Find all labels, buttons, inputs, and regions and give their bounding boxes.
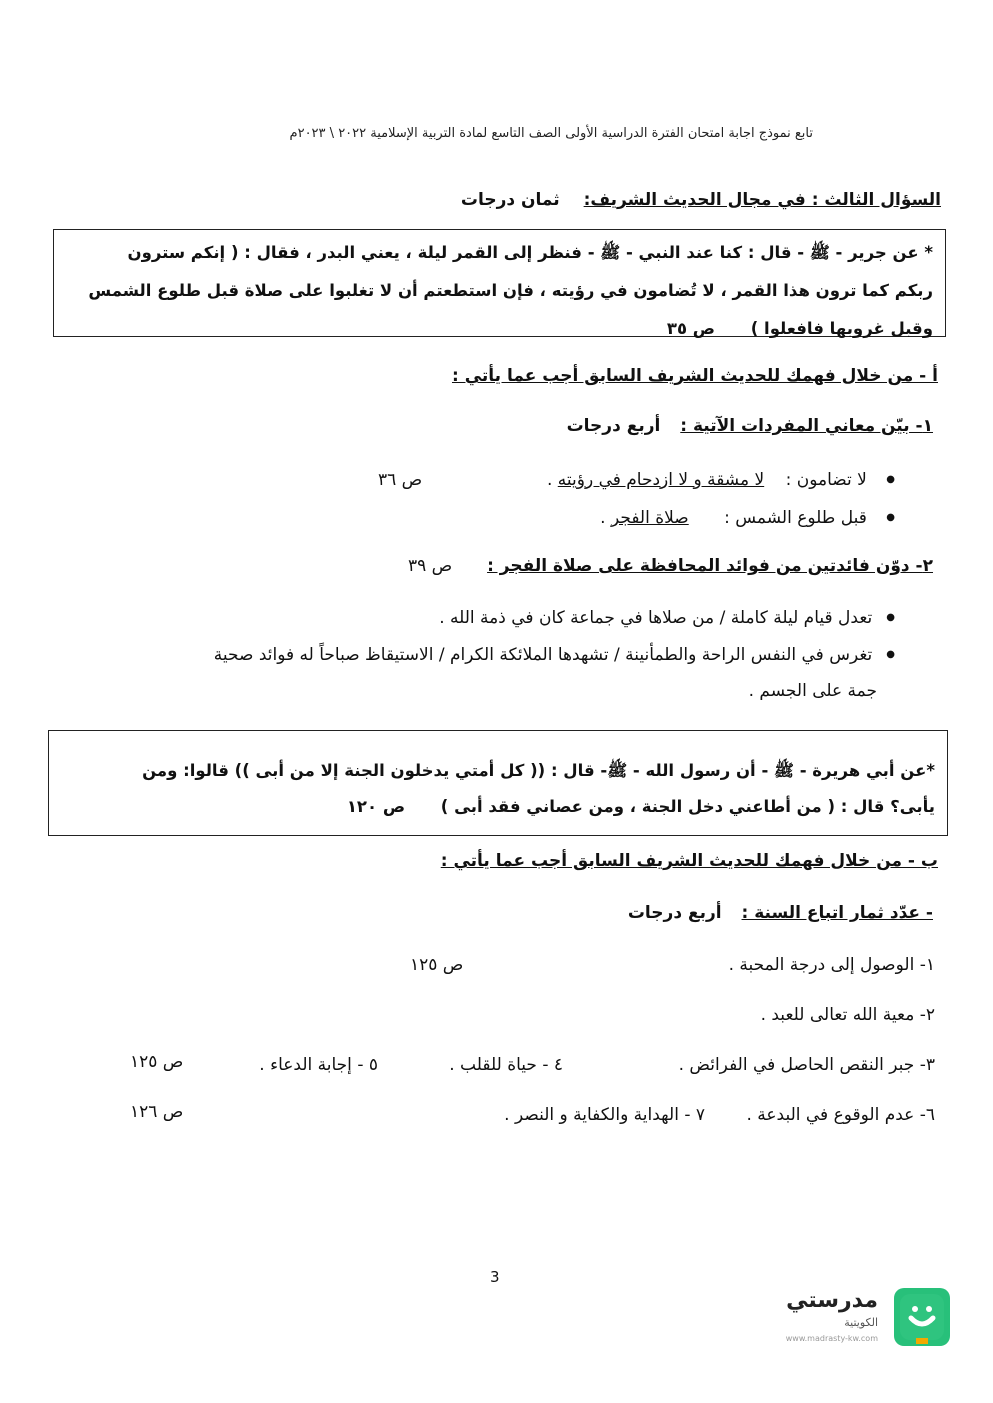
benefit-1: ● تعدل قيام ليلة كاملة / من صلاها في جماعة كان في ذمة الله . <box>439 608 895 628</box>
question-marks: ثمان درجات <box>460 190 560 210</box>
fruit-item-3: ٣- جبر النقص الحاصل في الفرائض . <box>678 1055 935 1075</box>
logo-url: www.madrasty-kw.com <box>785 1334 878 1343</box>
page-number: 3 <box>490 1268 500 1286</box>
question-title <box>461 190 941 210</box>
hadith2-line1: *عن أبي هريرة - ﷺ - أن رسول الله - ﷺ- قال : (( كل أمتي يدخلون الجنة إلا من أبى )) قالوا: ومن <box>142 761 935 780</box>
hadith-box-1 <box>53 229 946 337</box>
part-a-q2: ٢- دوّن فائدتين من فوائد المحافظة على صلاة الفجر : <box>487 556 933 576</box>
logo-subtitle: الكويتية <box>844 1316 878 1329</box>
hadith1-line3: وقبل غروبها فافعلوا ) ص ٣٥ <box>666 319 933 338</box>
logo-icon <box>894 1288 950 1346</box>
fruit-item-7: ٧ - الهداية والكفاية و النصر . <box>504 1105 705 1125</box>
vocab-item-2: ● قبل طلوع الشمس : صلاة الفجر . <box>600 508 895 528</box>
fruit-ref-4: ص ١٢٦ <box>130 1102 184 1122</box>
fruit-ref-1: ص ١٢٥ <box>410 955 464 975</box>
fruit-item-6: ٦- عدم الوقوع في البدعة . <box>746 1105 935 1125</box>
benefit-2-cont: جمة على الجسم . <box>748 681 877 701</box>
vocab-item-1: ● لا تضامون : لا مشقة و لا ازدحام في رؤيته . <box>547 470 895 490</box>
madrasty-logo <box>785 1288 950 1358</box>
hadith2-line2: يأبى؟ قال : ( من أطاعني دخل الجنة ، ومن عصاني فقد أبى ) ص ١٢٠ <box>346 797 935 816</box>
fruit-item-2: ٢- معية الله تعالى للعبد . <box>760 1005 935 1025</box>
fruit-item-5: ٥ - إجابة الدعاء . <box>259 1055 378 1075</box>
fruit-item-4: ٤ - حياة للقلب . <box>449 1055 563 1075</box>
hadith1-ref: ص ٣٥ <box>666 319 716 338</box>
part-a-q1: ١- بيّن معاني المفردات الآتية : أربع درجات <box>566 416 933 436</box>
part-b-q: - عدّد ثمار اتباع السنة : أربع درجات <box>627 903 933 923</box>
part-a-q2-ref: ص ٣٩ <box>408 556 453 576</box>
hadith2-ref: ص ١٢٠ <box>346 797 406 816</box>
part-b-title: ب - من خلال فهمك للحديث الشريف السابق أجب عما يأتي : <box>440 851 938 871</box>
fruit-item-1: ١- الوصول إلى درجة المحبة . <box>728 955 935 975</box>
part-a-title: أ - من خلال فهمك للحديث الشريف السابق أجب عما يأتي : <box>451 366 938 386</box>
hadith1-line1: * عن جرير - ﷺ - قال : كنا عند النبي - ﷺ - فنظر إلى القمر ليلة ، يعني البدر ، فقال : ( إنكم سترون <box>127 243 933 262</box>
benefit-2: ● تغرس في النفس الراحة والطمأنينة / تشهدها الملائكة الكرام / الاستيقاظ صباحاً له فوائد صحية <box>214 645 895 665</box>
hadith1-line2: ربكم كما ترون هذا القمر ، لا تُضامون في رؤيته ، فإن استطعتم أن لا تغلبوا على صلاة قبل طلوع الشمس <box>88 281 933 300</box>
page-header: تابع نموذج اجابة امتحان الفترة الدراسية الأولى الصف التاسع لمادة التربية الإسلامية ٢٠٢٢ \ ٢٠٢٣م <box>289 126 813 141</box>
vocab-ref-1: ص ٣٦ <box>378 470 423 490</box>
fruit-ref-3: ص ١٢٥ <box>130 1052 184 1072</box>
hadith-box-2 <box>48 730 948 836</box>
question-label: السؤال الثالث : في مجال الحديث الشريف: <box>583 190 941 210</box>
logo-name: مدرستي <box>786 1288 878 1313</box>
